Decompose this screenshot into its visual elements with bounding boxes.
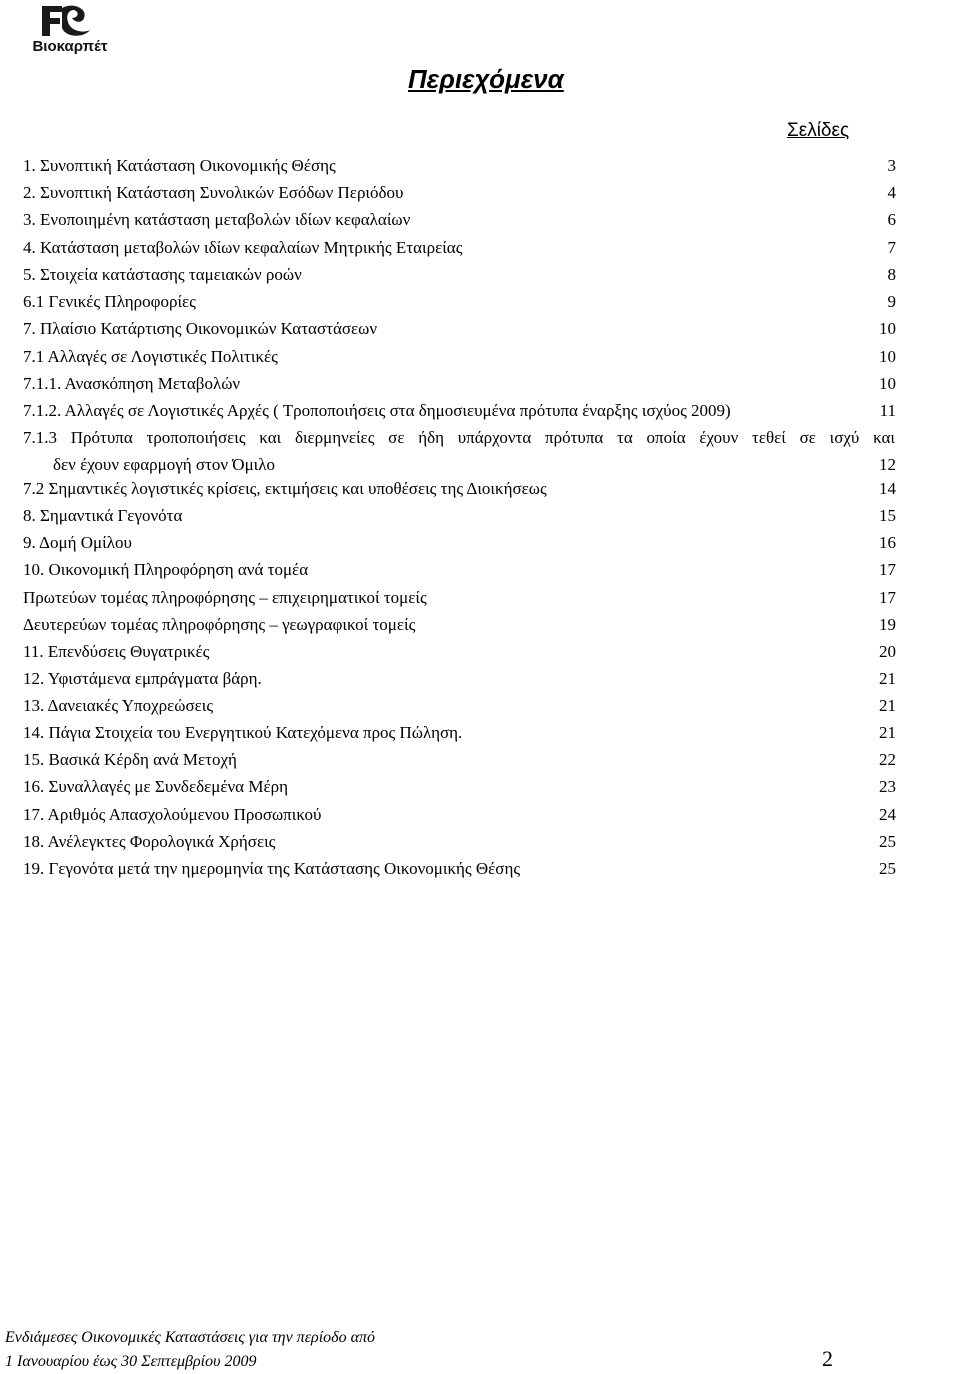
toc-entry-page: 25 [879,832,896,851]
toc-entry-label: 8. Σημαντικά Γεγονότα [23,506,183,525]
toc-entry[interactable] [0,426,960,474]
toc-entry-page: 22 [879,750,896,769]
toc-entry-page: 21 [879,669,896,688]
toc-entry-label: Πρωτεύων τομέας πληροφόρησης – επιχειρηματικοί τομείς [23,588,427,607]
toc-entry[interactable] [0,263,960,287]
toc-entry-page: 14 [879,479,896,498]
toc-entry[interactable] [0,477,960,501]
toc-entry-label: 7.1.2. Αλλαγές σε Λογιστικές Αρχές ( Τροποποιήσεις στα δημοσιευμένα πρότυπα έναρξης ισχύος 2009) [23,401,731,420]
toc-entry[interactable] [0,154,960,178]
toc-entry-label: 11. Επενδύσεις Θυγατρικές [23,642,210,661]
toc-entry-label: 9. Δομή Ομίλου [23,533,132,552]
toc-entry-label: 6.1 Γενικές Πληροφορίες [23,292,196,311]
toc-entry[interactable] [0,721,960,745]
toc-entry-page: 9 [887,292,896,311]
toc-entry-page: 21 [879,723,896,742]
toc-entry[interactable] [0,857,960,881]
toc-entry[interactable] [0,694,960,718]
toc-entry-page: 25 [879,859,896,878]
toc-entry[interactable] [0,345,960,369]
toc-entry-label: 3. Ενοποιημένη κατάσταση μεταβολών ιδίων κεφαλαίων [23,210,411,229]
toc-entry-page: 8 [887,265,896,284]
toc-entry[interactable] [0,613,960,637]
toc-entry-label: 7. Πλαίσιο Κατάρτισης Οικονομικών Καταστάσεων [23,319,378,338]
toc-entry[interactable] [0,290,960,314]
toc-entry-label: 2. Συνοπτική Κατάσταση Συνολικών Εσόδων Περιόδου [23,183,404,202]
toc-entry-page: 3 [887,156,896,175]
toc-entry[interactable] [0,399,960,423]
toc-entry-page: 20 [879,642,896,661]
toc-entry-label: 7.2 Σημαντικές λογιστικές κρίσεις, εκτιμήσεις και υποθέσεις της Διοικήσεως [23,479,547,498]
toc-entry-page: 17 [879,560,896,579]
toc-entry-page: 21 [879,696,896,715]
toc-entry-page: 10 [879,347,896,366]
toc-entry[interactable] [0,640,960,664]
page-number: 2 [822,1346,833,1371]
toc-entry-label: 7.1 Αλλαγές σε Λογιστικές Πολιτικές [23,347,278,366]
toc-entry-label: 19. Γεγονότα μετά την ημερομηνία της Κατάστασης Οικονομικής Θέσης [23,859,521,878]
company-logo [8,4,128,56]
toc-entry[interactable] [0,317,960,341]
toc-entry-label: 13. Δανειακές Υποχρεώσεις [23,696,214,715]
toc-entry-page: 4 [887,183,896,202]
toc-entry-label: 16. Συναλλαγές με Συνδεδεμένα Μέρη [23,777,288,796]
toc-entry-page: 23 [879,777,896,796]
toc-entry[interactable] [0,558,960,582]
toc-entry-page: 7 [887,238,896,257]
footer-line-2: 1 Ιανουαρίου έως 30 Σεπτεμβρίου 2009 [5,1353,257,1370]
toc-entry-label: 17. Αριθμός Απασχολούμενου Προσωπικού [23,805,322,824]
toc-entry[interactable] [0,748,960,772]
toc-entry-label: 12. Υφιστάμενα εμπράγματα βάρη. [23,669,262,688]
toc-entry[interactable] [0,504,960,528]
toc-entry-page: 16 [879,533,896,552]
toc-entry-page: 19 [879,615,896,634]
toc-entry-label: 18. Ανέλεγκτες Φορολογικά Χρήσεις [23,832,276,851]
toc-entry[interactable] [0,531,960,555]
toc-entry-label: 1. Συνοπτική Κατάσταση Οικονομικής Θέσης [23,156,336,175]
toc-entry-label: Δευτερεύων τομέας πληροφόρησης – γεωγραφικοί τομείς [23,615,416,634]
toc-entry-label: 10. Οικονομική Πληροφόρηση ανά τομέα [23,560,309,579]
toc-entry-label: 4. Κατάσταση μεταβολών ιδίων κεφαλαίων Μητρικής Εταιρείας [23,238,463,257]
toc-entry-page: 17 [879,588,896,607]
toc-entry[interactable] [0,372,960,396]
footer-line-1: Ενδιάμεσες Οικονομικές Καταστάσεις για την περίοδο από [5,1329,376,1346]
pages-column-heading: Σελίδες [787,120,850,141]
toc-entry[interactable] [0,586,960,610]
toc-entry-label: 7.1.3 Πρότυπα τροποποιήσεις και διερμηνείες σε ήδη υπάρχοντα πρότυπα τα οποία έχουν τεθεί σε ισχύ και [23,428,895,447]
toc-entry[interactable] [0,208,960,232]
logo-text: Βιοκαρπέτ [32,38,108,55]
toc-entry-page: 12 [879,455,896,474]
toc-entry-page: 10 [879,319,896,338]
toc-entry[interactable] [0,775,960,799]
toc-entry-label: 15. Βασικά Κέρδη ανά Μετοχή [23,750,237,769]
toc-entry-page: 11 [879,401,896,420]
toc-entry[interactable] [0,830,960,854]
toc-entry-page: 10 [879,374,896,393]
toc-entry[interactable] [0,236,960,260]
page-title: Περιεχόμενα [408,64,564,94]
toc-entry[interactable] [0,181,960,205]
logo-icon [38,4,94,38]
toc-entry-label: 5. Στοιχεία κατάστασης ταμειακών ροών [23,265,302,284]
toc-entry-page: 24 [879,805,896,824]
toc-entry[interactable] [0,667,960,691]
toc-entry-label: 14. Πάγια Στοιχεία του Ενεργητικού Κατεχόμενα προς Πώληση. [23,723,463,742]
toc-entry-page: 6 [887,210,896,229]
toc-entry-label: 7.1.1. Ανασκόπηση Μεταβολών [23,374,241,393]
toc-entry-label-continuation: δεν έχουν εφαρμογή στον Όμιλο [53,455,275,474]
toc-entry-page: 15 [879,506,896,525]
toc-entry[interactable] [0,803,960,827]
